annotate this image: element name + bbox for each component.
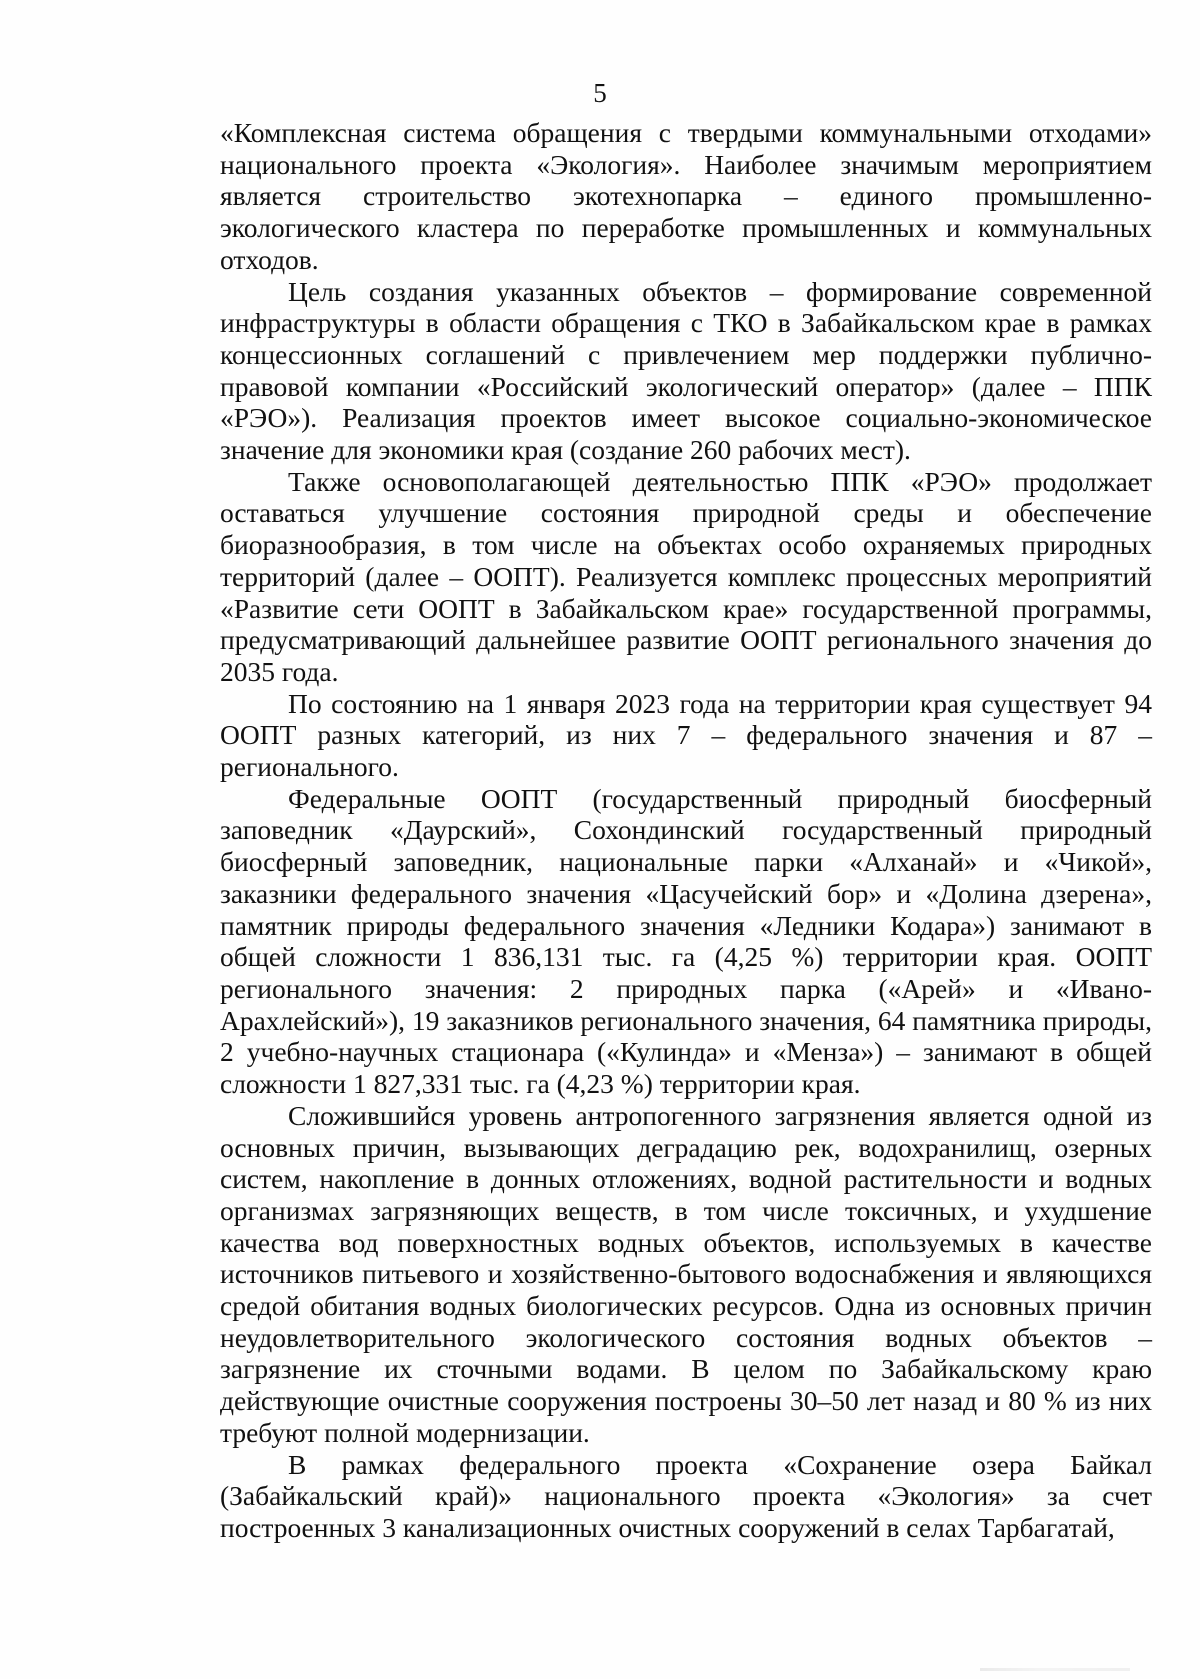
- document-body: [220, 117, 1152, 1544]
- paragraph-baikal-project: В рамках федерального проекта «Сохранение озера Байкал (Забайкальский край)» национального проекта «Экология» за счет построенных 3 канализационных очистных сооружений в селах Тарбагатай,: [220, 1448, 1152, 1543]
- scan-artifact: [980, 1668, 1130, 1671]
- paragraph-water-pollution: Сложившийся уровень антропогенного загрязнения является одной из основных причин, вызывающих деградацию рек, водохранилищ, озерных систем, накопление в донных отложениях, водной растительности и водных организмах загрязняющих веществ, в том числе токсичных, и ухудшение качества вод поверхностных водных объектов, используемых в качестве источников питьевого и хозяйственно-бытового водоснабжения и являющихся средой обитания водных биологических ресурсов. Одна из основных причин неудовлетворительного экологического состояния водных объектов – загрязнение их сточными водами. В целом по Забайкальскому краю действующие очистные сооружения построены 30–50 лет назад и 80 % из них требуют полной модернизации.: [220, 1099, 1152, 1448]
- paragraph-continuation: «Комплексная система обращения с твердыми коммунальными отходами» национального проекта «Экология». Наиболее значимым мероприятием является строительство экотехнопарка – единого промышленно-экологического кластера по переработке промышленных и коммунальных отходов.: [220, 117, 1152, 275]
- page-number: 5: [593, 78, 607, 108]
- paragraph-tko-infrastructure: Цель создания указанных объектов – формирование современной инфраструктуры в области обращения с ТКО в Забайкальском крае в рамках концессионных соглашений с привлечением мер поддержки публично-правовой компании «Российский экологический оператор» (далее – ППК «РЭО»). Реализация проектов имеет высокое социально-экономическое значение для экономики края (создание 260 рабочих мест).: [220, 275, 1152, 466]
- paragraph-federal-oopt: Федеральные ООПТ (государственный природный биосферный заповедник «Даурский», Сохондинский государственный природный биосферный заповедник, национальные парки «Алханай» и «Чикой», заказники федерального значения «Цасучейский бор» и «Долина дзерена», памятник природы федерального значения «Ледники Кодара») занимают в общей сложности 1 836,131 тыс. га (4,25 %) территории края. ООПТ регионального значения: 2 природных парка («Арей» и «Ивано-Арахлейский»), 19 заказников регионального значения, 64 памятника природы, 2 учебно-научных стационара («Кулинда» и «Менза») – занимают в общей сложности 1 827,331 тыс. га (4,23 %) территории края.: [220, 782, 1152, 1100]
- paragraph-oopt-count: По состоянию на 1 января 2023 года на территории края существует 94 ООПТ разных категорий, из них 7 – федерального значения и 87 – регионального.: [220, 687, 1152, 783]
- paragraph-biodiversity: Также основополагающей деятельностью ППК «РЭО» продолжает оставаться улучшение состояния природной среды и обеспечение биоразнообразия, в том числе на объектах особо охраняемых природных территорий (далее – ООПТ). Реализуется комплекс процессных мероприятий «Развитие сети ООПТ в Забайкальском крае» государственной программы, предусматривающий дальнейшее развитие ООПТ регионального значения до 2035 года.: [220, 465, 1152, 687]
